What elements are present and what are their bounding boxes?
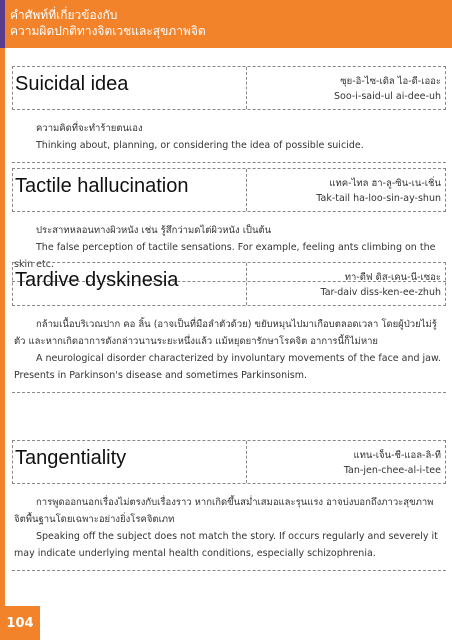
term-title: Tardive dyskinesia bbox=[15, 269, 179, 291]
glossary-entry bbox=[12, 440, 446, 571]
definition bbox=[12, 306, 446, 393]
pronunciation-thai: ทา-ดีฟ ดิส-เคน-นี-เซอะ bbox=[344, 272, 441, 283]
definition-english: The false perception of tactile sensations. For example, feeling ants climbing on the skin etc. bbox=[14, 242, 436, 270]
pronunciation-english: Soo-i-said-ul ai-dee-uh bbox=[334, 91, 441, 102]
pronunciation-thai: แทค-ไทล ฮา-ลู-ซิน-เน-เชิ่น bbox=[329, 178, 441, 189]
header-title-line2: ความผิดปกติทางจิตเวชและสุขภาพจิต bbox=[10, 24, 206, 38]
definition-thai: กล้ามเนื้อบริเวณปาก คอ ลิ้น (อาจเป็นที่มือลำตัวด้วย) ขยับหมุนไปมาเกือบตลอดเวลา โดยผู้ป่วยไม่รู้ตัว และหากเกิดอาการดังกล่าวนานระยะหนึ่งแล้ว แม้หยุดยารักษาโรคจิต อาการนี้ก็ไม่หาย bbox=[14, 319, 437, 347]
term-box bbox=[12, 440, 446, 484]
pronunciation-english: Tak-tail ha-loo-sin-ay-shun bbox=[316, 193, 441, 204]
term-title: Tactile hallucination bbox=[15, 175, 189, 197]
definition bbox=[12, 484, 446, 571]
term-title: Suicidal idea bbox=[15, 73, 129, 95]
definition bbox=[12, 110, 446, 163]
pronunciation-thai: แทน-เจ็น-ชี-แอล-ลิ-ที bbox=[353, 450, 441, 461]
definition-english: A neurological disorder characterized by involuntary movements of the face and jaw. Presents in Parkinson's disease and sometimes Parkinsonism. bbox=[14, 353, 441, 381]
pronunciation-thai: ซุย-อิ-ไซ-เดิล ไอ-ดี-เออะ bbox=[340, 76, 441, 87]
page-header bbox=[0, 0, 452, 48]
term-box bbox=[12, 262, 446, 306]
term-box bbox=[12, 66, 446, 110]
term-box bbox=[12, 168, 446, 212]
term-title: Tangentiality bbox=[15, 447, 127, 469]
header-title-line1: คำศัพท์ที่เกี่ยวข้องกับ bbox=[10, 8, 118, 22]
left-accent-bar bbox=[0, 48, 5, 606]
definition-english: Speaking off the subject does not match the story. If occurs regularly and severely it may indicate underlying mental health conditions, especially schizophrenia. bbox=[14, 531, 438, 559]
glossary-entry bbox=[12, 262, 446, 393]
definition-thai: การพูดออกนอกเรื่องไม่ตรงกับเรื่องราว หากเกิดขึ้นสม่ำเสมอและรุนแรง อาจบ่งบอกถึงภาวะสุขภาพจิตพื้นฐานโดยเฉพาะอย่างยิ่งโรคจิตเภท bbox=[14, 497, 434, 525]
pronunciation-english: Tar-daiv diss-ken-ee-zhuh bbox=[320, 287, 441, 298]
definition-thai: ความคิดที่จะทำร้ายตนเอง bbox=[36, 123, 143, 134]
definition-english: Thinking about, planning, or considering the idea of possible suicide. bbox=[36, 140, 364, 151]
pronunciation-english: Tan-jen-chee-al-i-tee bbox=[343, 465, 441, 476]
definition-thai: ประสาทหลอนทางผิวหนัง เช่น รู้สึกว่ามดไต่ผิวหนัง เป็นต้น bbox=[36, 225, 272, 236]
header-accent-strip bbox=[0, 0, 5, 48]
glossary-entry bbox=[12, 66, 446, 163]
page-number: 104 bbox=[0, 606, 40, 640]
